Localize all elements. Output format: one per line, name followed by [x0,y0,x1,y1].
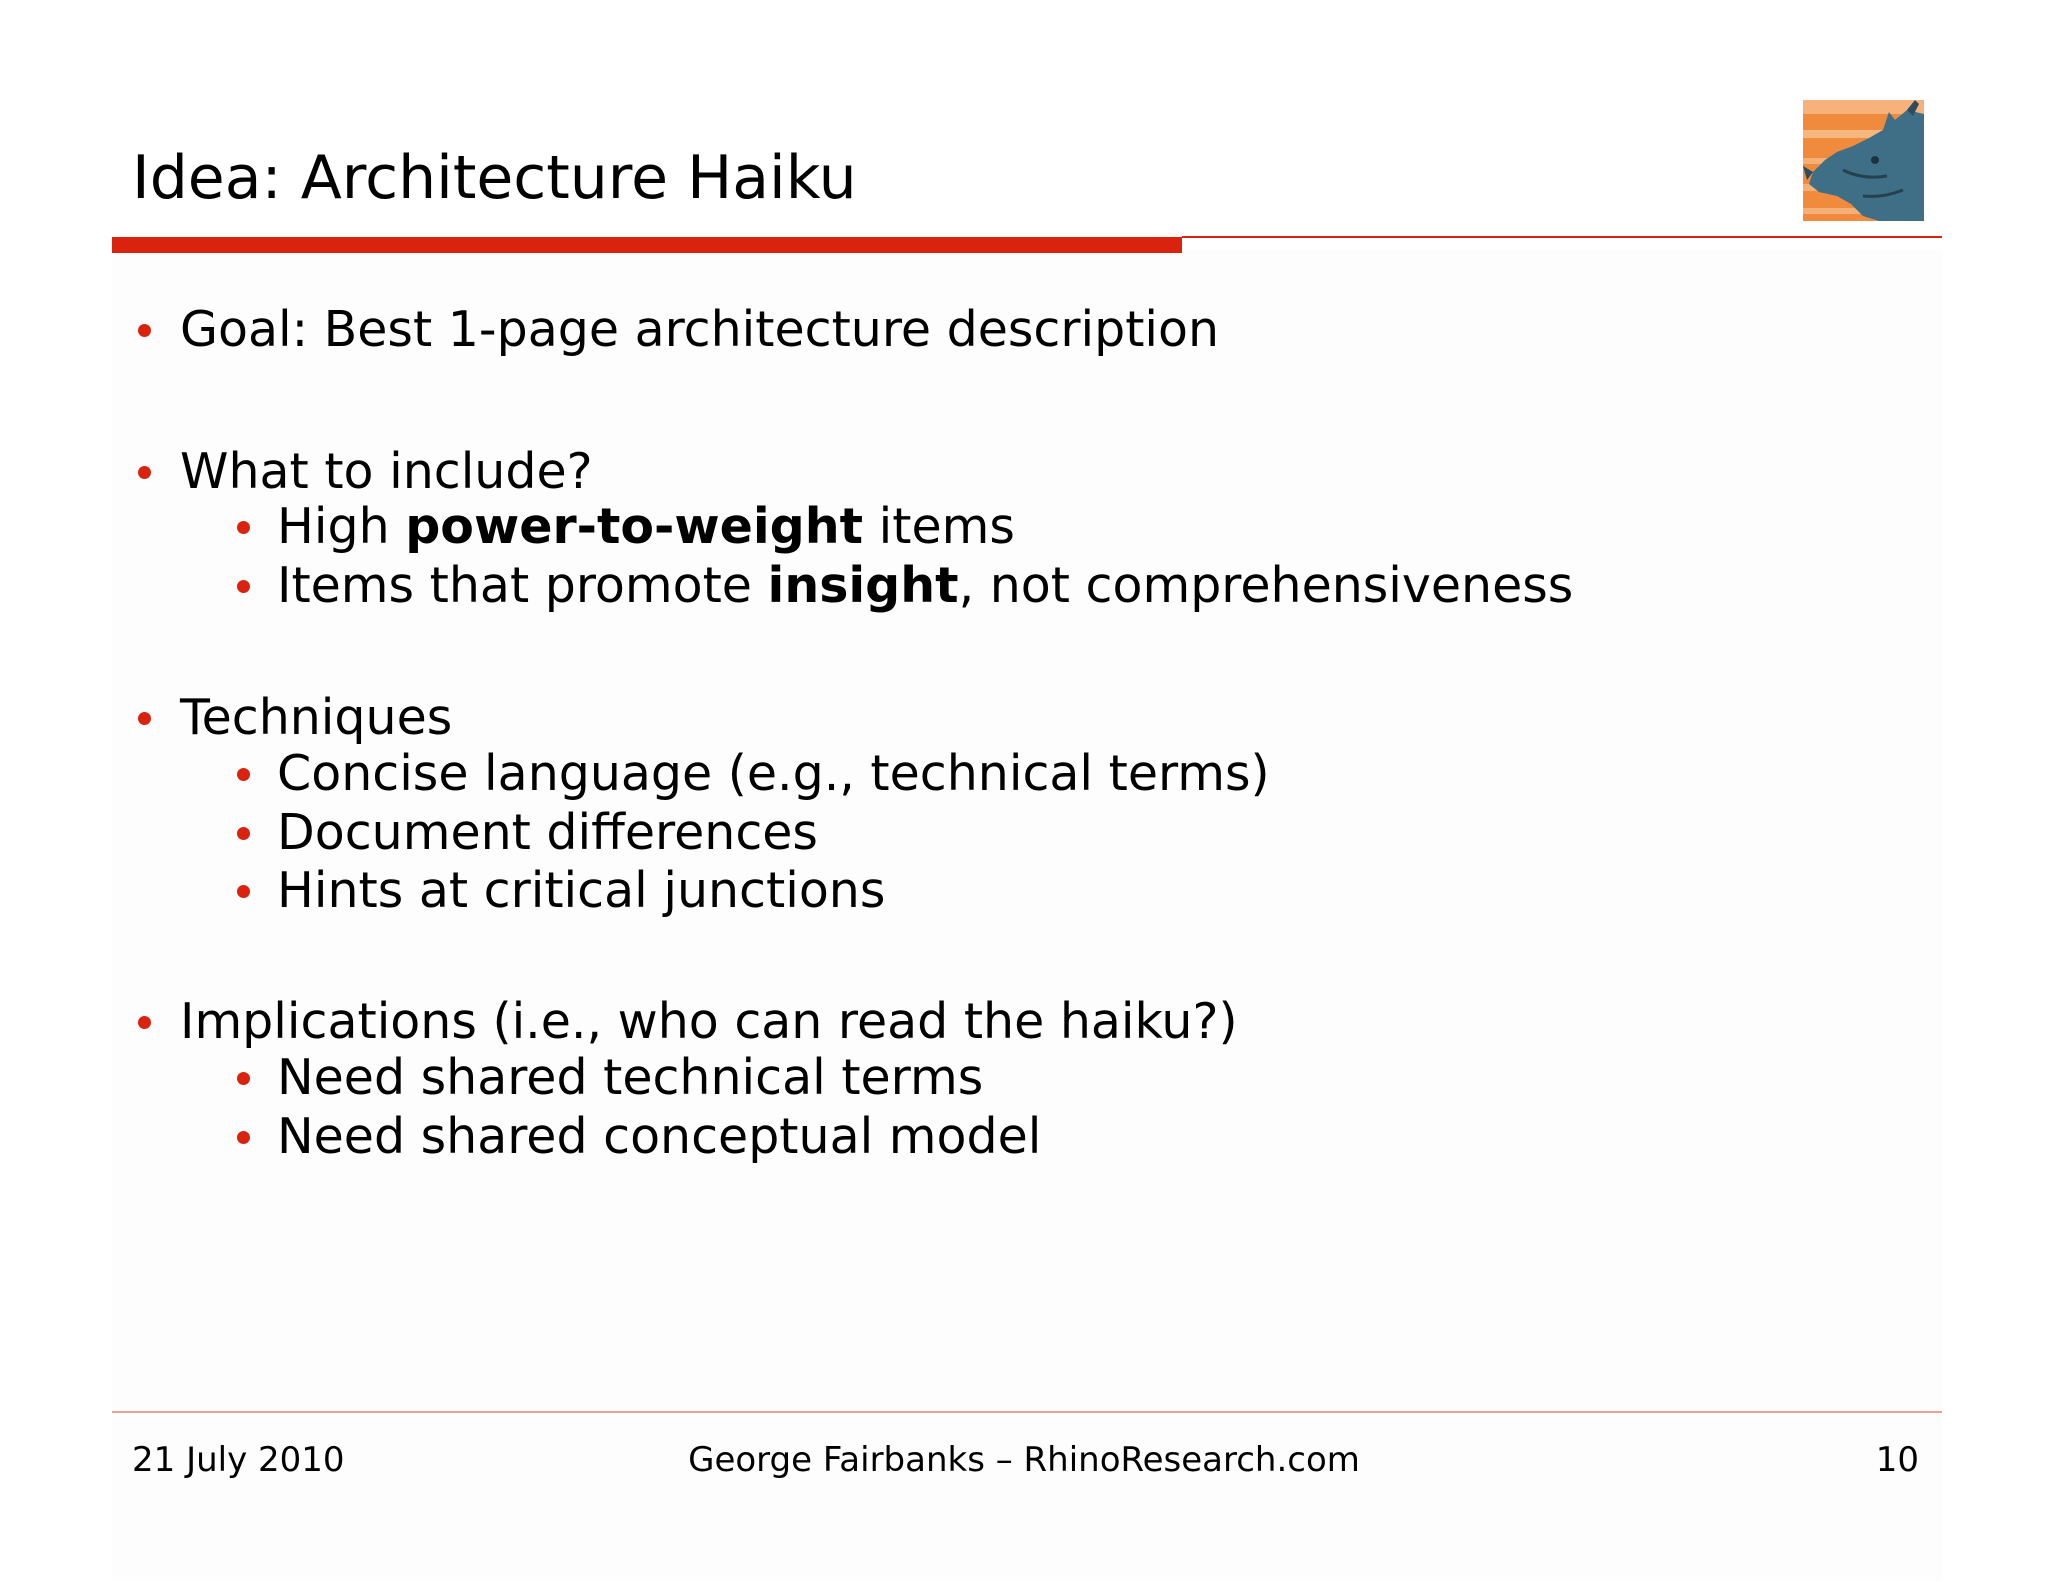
sub-bullet-insight-pre: Items that promote [277,557,768,614]
sub-bullet-insight [277,556,1573,616]
bullet-dot-icon [138,466,151,479]
sub-bullet-power-pre: High [277,498,406,555]
bullet-dot-icon [138,324,151,337]
bullet-dot-icon [237,580,250,593]
bullet-dot-icon [237,521,250,534]
sub-bullet-insight-bold: insight [767,557,959,614]
sub-bullet-technique-text: Document differences [277,804,818,861]
sub-bullet-implication-text: Need shared conceptual model [277,1108,1042,1165]
bullet-dot-icon [237,827,250,840]
bullet-include [180,442,593,502]
sub-bullet-implication [277,1048,983,1108]
sub-bullet-power-post: items [863,498,1015,555]
bullet-dot-icon [237,885,250,898]
sub-bullet-implication-text: Need shared technical terms [277,1049,984,1106]
bullet-dot-icon [237,768,250,781]
title-underline-thick [112,237,1182,253]
bullet-include-text: What to include? [180,443,593,500]
bullet-dot-icon [138,1016,151,1029]
bullet-dot-icon [237,1072,250,1085]
bullet-goal [180,300,1219,360]
sub-bullet-technique [277,803,818,863]
sub-bullet-technique [277,744,1270,804]
bullet-dot-icon [138,712,151,725]
slide-title: Idea: Architecture Haiku [132,143,857,213]
footer-author: George Fairbanks – RhinoResearch.com [688,1440,1360,1480]
title-underline-thin [1182,236,1942,238]
sub-bullet-technique [277,861,885,921]
footer-page-number: 10 [1875,1440,1919,1480]
bullet-goal-text: Goal: Best 1-page architecture description [180,301,1220,358]
footer-divider [112,1411,1942,1413]
bullet-implications [180,992,1238,1052]
rhino-logo-icon [1803,100,1924,221]
sub-bullet-technique-text: Concise language (e.g., technical terms) [277,745,1270,802]
sub-bullet-power-bold: power-to-weight [405,498,864,555]
footer-date: 21 July 2010 [132,1440,345,1480]
sub-bullet-power [277,497,1015,557]
sub-bullet-technique-text: Hints at critical junctions [277,862,886,919]
sub-bullet-implication [277,1107,1041,1167]
bullet-implications-text: Implications (i.e., who can read the haiku?) [180,993,1238,1050]
bullet-techniques-text: Techniques [180,689,453,746]
bullet-techniques [180,688,452,748]
bullet-dot-icon [237,1131,250,1144]
sub-bullet-insight-post: , not comprehensiveness [958,557,1574,614]
